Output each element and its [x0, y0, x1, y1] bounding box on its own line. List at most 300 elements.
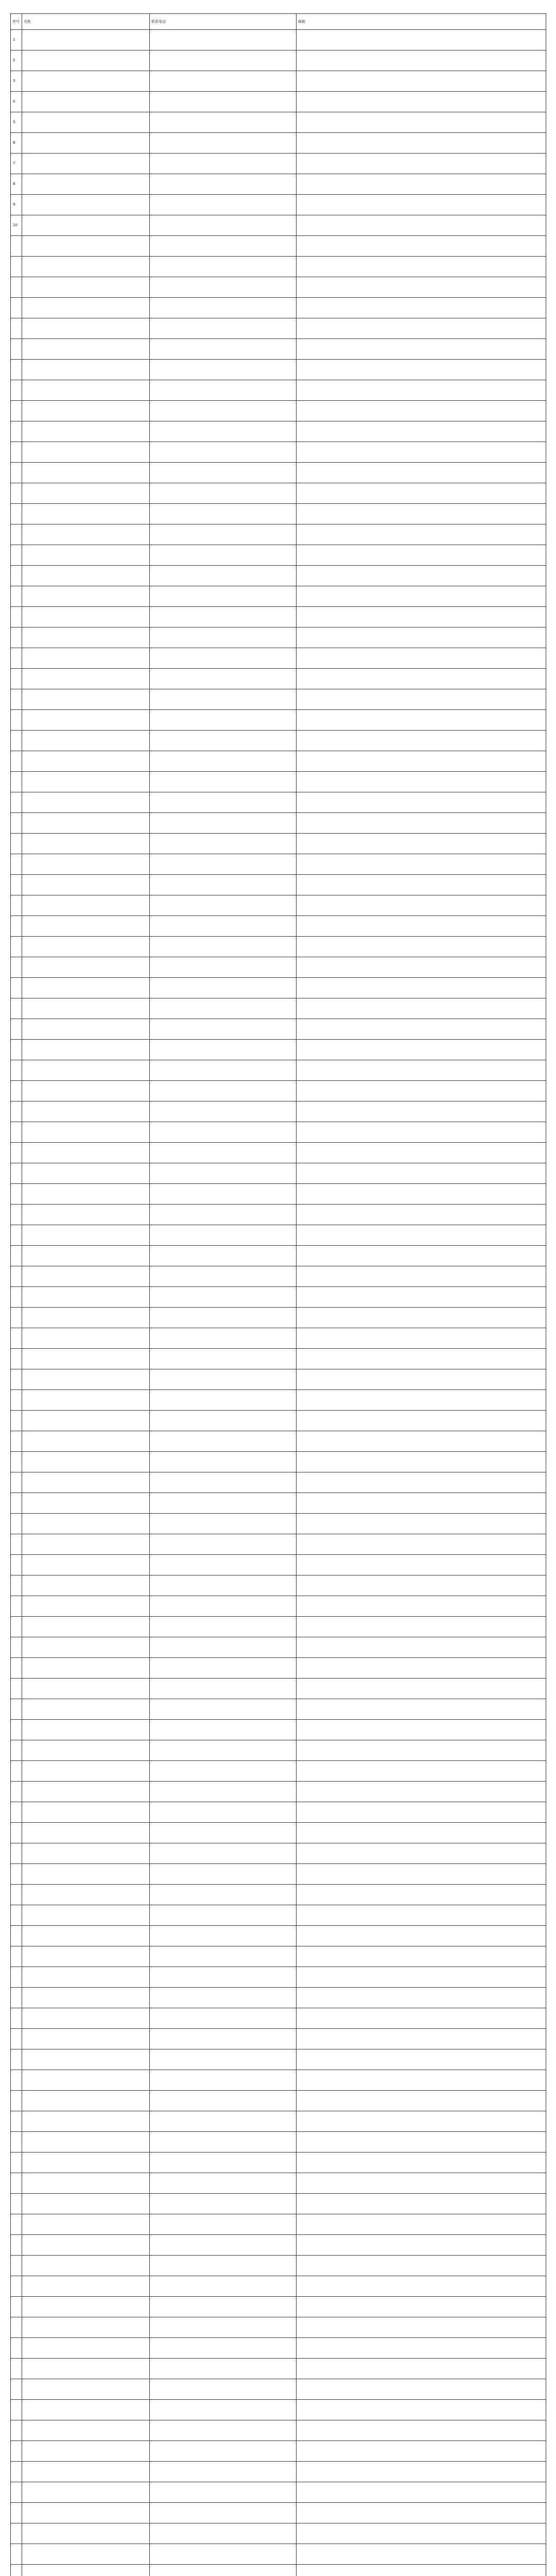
row-number: [11, 1679, 22, 1699]
row-number: [11, 1617, 22, 1637]
row-name: [22, 854, 150, 875]
table-row: [11, 978, 546, 998]
table-row: [11, 628, 546, 648]
row-name: [22, 2441, 150, 2462]
row-phone: [150, 1761, 297, 1782]
row-phone: [150, 2111, 297, 2132]
table-row: [11, 1926, 546, 1946]
row-email: [297, 2029, 546, 2049]
row-email: [297, 1369, 546, 1390]
row-name: [22, 2008, 150, 2029]
row-number: [11, 2276, 22, 2297]
row-phone: [150, 401, 297, 421]
row-name: [22, 998, 150, 1019]
row-email: [297, 2441, 546, 2462]
table-row: [11, 1761, 546, 1782]
row-email: [297, 298, 546, 318]
table-row: [11, 92, 546, 112]
row-email: [297, 2317, 546, 2338]
row-email: [297, 792, 546, 813]
row-email: [297, 1926, 546, 1946]
row-phone: [150, 504, 297, 524]
row-number: [11, 442, 22, 463]
row-number: [11, 1349, 22, 1369]
row-number: [11, 916, 22, 937]
row-number: [11, 1782, 22, 1802]
row-number: [11, 813, 22, 834]
row-name: [22, 154, 150, 174]
row-phone: [150, 1060, 297, 1081]
row-name: [22, 1225, 150, 1246]
table-row: [11, 215, 546, 236]
row-number: [11, 524, 22, 545]
row-name: [22, 1905, 150, 1926]
row-email: [297, 1864, 546, 1885]
row-email: [297, 463, 546, 483]
row-email: [297, 1637, 546, 1658]
row-number: [11, 1452, 22, 1472]
row-name: [22, 1431, 150, 1452]
row-name: [22, 2420, 150, 2441]
row-name: [22, 1699, 150, 1720]
table-row: [11, 1101, 546, 1122]
row-name: [22, 1843, 150, 1864]
row-phone: [150, 731, 297, 751]
row-phone: [150, 2420, 297, 2441]
row-phone: [150, 1122, 297, 1143]
row-name: [22, 1452, 150, 1472]
row-phone: [150, 1349, 297, 1369]
row-number: [11, 2194, 22, 2214]
directory-sheet: [10, 13, 546, 2576]
row-email: [297, 2379, 546, 2400]
table-row: [11, 710, 546, 731]
row-name: [22, 1308, 150, 1328]
row-number: [11, 1060, 22, 1081]
row-number: [11, 277, 22, 298]
row-phone: [150, 1411, 297, 1431]
row-number: 2: [11, 50, 22, 71]
table-row: [11, 1843, 546, 1864]
table-row: [11, 483, 546, 504]
row-email: [297, 1967, 546, 1988]
row-name: [22, 628, 150, 648]
row-phone: [150, 380, 297, 401]
row-phone: [150, 2400, 297, 2420]
table-row: [11, 2091, 546, 2111]
row-email: [297, 1060, 546, 1081]
row-email: [297, 1225, 546, 1246]
row-phone: [150, 1246, 297, 1266]
table-row: [11, 236, 546, 257]
row-name: [22, 2111, 150, 2132]
row-name: [22, 2049, 150, 2070]
row-phone: [150, 1472, 297, 1493]
row-phone: [150, 2482, 297, 2503]
row-name: [22, 1575, 150, 1596]
row-number: [11, 731, 22, 751]
row-name: [22, 2091, 150, 2111]
row-name: [22, 2256, 150, 2276]
row-email: [297, 669, 546, 689]
table-row: [11, 1431, 546, 1452]
row-number: [11, 1802, 22, 1823]
row-phone: [150, 1431, 297, 1452]
table-row: [11, 2070, 546, 2091]
row-email: [297, 1679, 546, 1699]
row-name: [22, 1328, 150, 1349]
table-row: [11, 2297, 546, 2317]
row-phone: [150, 586, 297, 607]
row-name: [22, 2523, 150, 2544]
row-name: [22, 895, 150, 916]
row-email: [297, 586, 546, 607]
table-row: [11, 792, 546, 813]
table-row: [11, 154, 546, 174]
row-name: [22, 195, 150, 215]
row-email: [297, 2503, 546, 2523]
row-email: [297, 978, 546, 998]
row-phone: [150, 1823, 297, 1843]
row-name: [22, 978, 150, 998]
row-number: [11, 2132, 22, 2153]
row-phone: [150, 813, 297, 834]
row-phone: [150, 2173, 297, 2194]
row-email: [297, 30, 546, 50]
row-name: [22, 71, 150, 92]
row-phone: [150, 1266, 297, 1287]
row-email: [297, 1617, 546, 1637]
table-row: [11, 318, 546, 339]
row-number: [11, 1555, 22, 1575]
row-number: [11, 628, 22, 648]
table-row: [11, 2132, 546, 2153]
row-number: [11, 2420, 22, 2441]
row-name: [22, 112, 150, 133]
row-email: [297, 318, 546, 339]
row-name: [22, 1040, 150, 1060]
row-number: [11, 360, 22, 380]
row-email: [297, 1101, 546, 1122]
table-row: [11, 2049, 546, 2070]
row-number: [11, 792, 22, 813]
table-row: [11, 133, 546, 154]
row-email: [297, 1946, 546, 1967]
row-email: [297, 2111, 546, 2132]
row-phone: [150, 483, 297, 504]
row-phone: [150, 854, 297, 875]
row-number: [11, 586, 22, 607]
row-number: [11, 1967, 22, 1988]
row-email: [297, 1575, 546, 1596]
row-email: [297, 1740, 546, 1761]
row-email: [297, 895, 546, 916]
row-email: [297, 1266, 546, 1287]
table-row: [11, 195, 546, 215]
table-row: [11, 1184, 546, 1205]
row-number: [11, 1431, 22, 1452]
row-phone: [150, 2008, 297, 2029]
table-row: [11, 875, 546, 895]
row-email: [297, 628, 546, 648]
row-number: [11, 2153, 22, 2173]
row-name: [22, 566, 150, 586]
row-name: [22, 50, 150, 71]
row-email: [297, 174, 546, 195]
row-number: [11, 2235, 22, 2256]
row-email: [297, 2297, 546, 2317]
table-row: [11, 2503, 546, 2523]
row-email: [297, 1411, 546, 1431]
row-email: [297, 1720, 546, 1740]
row-phone: [150, 2462, 297, 2482]
table-row: [11, 2235, 546, 2256]
row-phone: [150, 978, 297, 998]
row-name: [22, 524, 150, 545]
row-name: [22, 916, 150, 937]
row-number: [11, 1926, 22, 1946]
row-name: [22, 1101, 150, 1122]
row-phone: [150, 1720, 297, 1740]
row-email: [297, 648, 546, 669]
row-email: [297, 710, 546, 731]
row-name: [22, 2544, 150, 2565]
row-number: [11, 298, 22, 318]
table-row: [11, 813, 546, 834]
row-name: [22, 1802, 150, 1823]
row-name: [22, 442, 150, 463]
row-number: [11, 2503, 22, 2523]
row-phone: [150, 648, 297, 669]
row-phone: [150, 2153, 297, 2173]
row-name: [22, 1967, 150, 1988]
row-number: [11, 689, 22, 710]
row-phone: [150, 318, 297, 339]
table-row: [11, 2441, 546, 2462]
row-number: [11, 2400, 22, 2420]
row-number: [11, 2029, 22, 2049]
row-email: [297, 1843, 546, 1864]
row-phone: [150, 957, 297, 978]
row-name: [22, 2379, 150, 2400]
row-phone: [150, 916, 297, 937]
row-name: [22, 1596, 150, 1617]
row-name: [22, 1946, 150, 1967]
row-name: [22, 1246, 150, 1266]
row-email: [297, 772, 546, 792]
row-name: [22, 2297, 150, 2317]
row-phone: [150, 154, 297, 174]
row-number: [11, 2111, 22, 2132]
row-number: [11, 1205, 22, 1225]
table-row: [11, 1514, 546, 1534]
row-name: [22, 1266, 150, 1287]
row-name: [22, 792, 150, 813]
row-number: [11, 1081, 22, 1101]
row-phone: [150, 92, 297, 112]
row-number: [11, 318, 22, 339]
row-name: [22, 731, 150, 751]
row-name: [22, 1864, 150, 1885]
row-phone: [150, 1596, 297, 1617]
header-email: 邮箱: [297, 14, 546, 30]
row-name: [22, 483, 150, 504]
row-email: [297, 1163, 546, 1184]
row-phone: [150, 215, 297, 236]
row-phone: [150, 689, 297, 710]
row-phone: [150, 1081, 297, 1101]
row-name: [22, 1411, 150, 1431]
row-name: [22, 1349, 150, 1369]
row-number: [11, 401, 22, 421]
row-email: [297, 689, 546, 710]
row-number: [11, 463, 22, 483]
row-email: [297, 339, 546, 360]
row-email: [297, 1885, 546, 1905]
row-number: [11, 1101, 22, 1122]
row-name: [22, 1617, 150, 1637]
row-number: [11, 1864, 22, 1885]
row-number: 10: [11, 215, 22, 236]
row-email: [297, 1823, 546, 1843]
table-row: [11, 71, 546, 92]
row-phone: [150, 2544, 297, 2565]
row-number: [11, 1823, 22, 1843]
row-phone: [150, 1184, 297, 1205]
table-row: [11, 1596, 546, 1617]
row-name: [22, 1823, 150, 1843]
row-name: [22, 875, 150, 895]
table-row: [11, 1967, 546, 1988]
row-number: [11, 1328, 22, 1349]
row-number: [11, 2091, 22, 2111]
row-number: [11, 2462, 22, 2482]
row-name: [22, 545, 150, 566]
row-email: [297, 92, 546, 112]
row-email: [297, 1143, 546, 1163]
row-email: [297, 834, 546, 854]
row-name: [22, 30, 150, 50]
row-number: [11, 1905, 22, 1926]
table-row: [11, 1246, 546, 1266]
table-row: [11, 2523, 546, 2544]
table-row: [11, 751, 546, 772]
table-row: [11, 1658, 546, 1679]
table-row: [11, 277, 546, 298]
table-row: [11, 1555, 546, 1575]
table-row: [11, 1143, 546, 1163]
row-name: [22, 504, 150, 524]
row-email: [297, 998, 546, 1019]
row-email: [297, 2482, 546, 2503]
row-email: [297, 277, 546, 298]
table-row: [11, 607, 546, 628]
row-number: [11, 772, 22, 792]
row-name: [22, 607, 150, 628]
row-number: [11, 978, 22, 998]
table-row: [11, 339, 546, 360]
row-phone: [150, 1885, 297, 1905]
table-row: [11, 174, 546, 195]
row-email: [297, 380, 546, 401]
row-number: [11, 1369, 22, 1390]
row-phone: [150, 2359, 297, 2379]
row-email: [297, 2235, 546, 2256]
header-row: [11, 14, 546, 30]
row-email: [297, 1555, 546, 1575]
row-email: [297, 1782, 546, 1802]
row-number: [11, 1885, 22, 1905]
row-email: [297, 504, 546, 524]
row-number: [11, 1637, 22, 1658]
table-row: [11, 648, 546, 669]
row-phone: [150, 421, 297, 442]
row-number: [11, 1988, 22, 2008]
row-name: [22, 1679, 150, 1699]
row-name: [22, 215, 150, 236]
row-number: [11, 2544, 22, 2565]
table-body: [11, 30, 546, 2576]
row-number: [11, 751, 22, 772]
row-number: [11, 1184, 22, 1205]
table-row: [11, 1225, 546, 1246]
row-name: [22, 2235, 150, 2256]
row-email: [297, 2565, 546, 2576]
row-number: [11, 2173, 22, 2194]
table-row: [11, 1122, 546, 1143]
row-phone: [150, 1967, 297, 1988]
row-number: 3: [11, 71, 22, 92]
row-name: [22, 2194, 150, 2214]
table-row: [11, 1328, 546, 1349]
row-name: [22, 318, 150, 339]
row-name: [22, 2462, 150, 2482]
row-number: [11, 2523, 22, 2544]
row-name: [22, 2214, 150, 2235]
table-row: [11, 2173, 546, 2194]
row-number: [11, 648, 22, 669]
row-email: [297, 2359, 546, 2379]
row-email: [297, 1431, 546, 1452]
row-phone: [150, 463, 297, 483]
row-email: [297, 154, 546, 174]
row-name: [22, 380, 150, 401]
row-number: [11, 421, 22, 442]
table-row: [11, 1081, 546, 1101]
row-name: [22, 1205, 150, 1225]
row-phone: [150, 195, 297, 215]
row-name: [22, 92, 150, 112]
row-name: [22, 957, 150, 978]
row-phone: [150, 2317, 297, 2338]
table-row: [11, 380, 546, 401]
row-phone: [150, 1225, 297, 1246]
row-phone: [150, 339, 297, 360]
table-row: [11, 1823, 546, 1843]
row-name: [22, 1720, 150, 1740]
table-row: [11, 2153, 546, 2173]
row-email: [297, 133, 546, 154]
table-row: [11, 1411, 546, 1431]
row-phone: [150, 1679, 297, 1699]
row-phone: [150, 792, 297, 813]
row-name: [22, 1060, 150, 1081]
row-email: [297, 751, 546, 772]
row-phone: [150, 1926, 297, 1946]
row-name: [22, 2503, 150, 2523]
row-phone: [150, 2523, 297, 2544]
table-row: [11, 2008, 546, 2029]
